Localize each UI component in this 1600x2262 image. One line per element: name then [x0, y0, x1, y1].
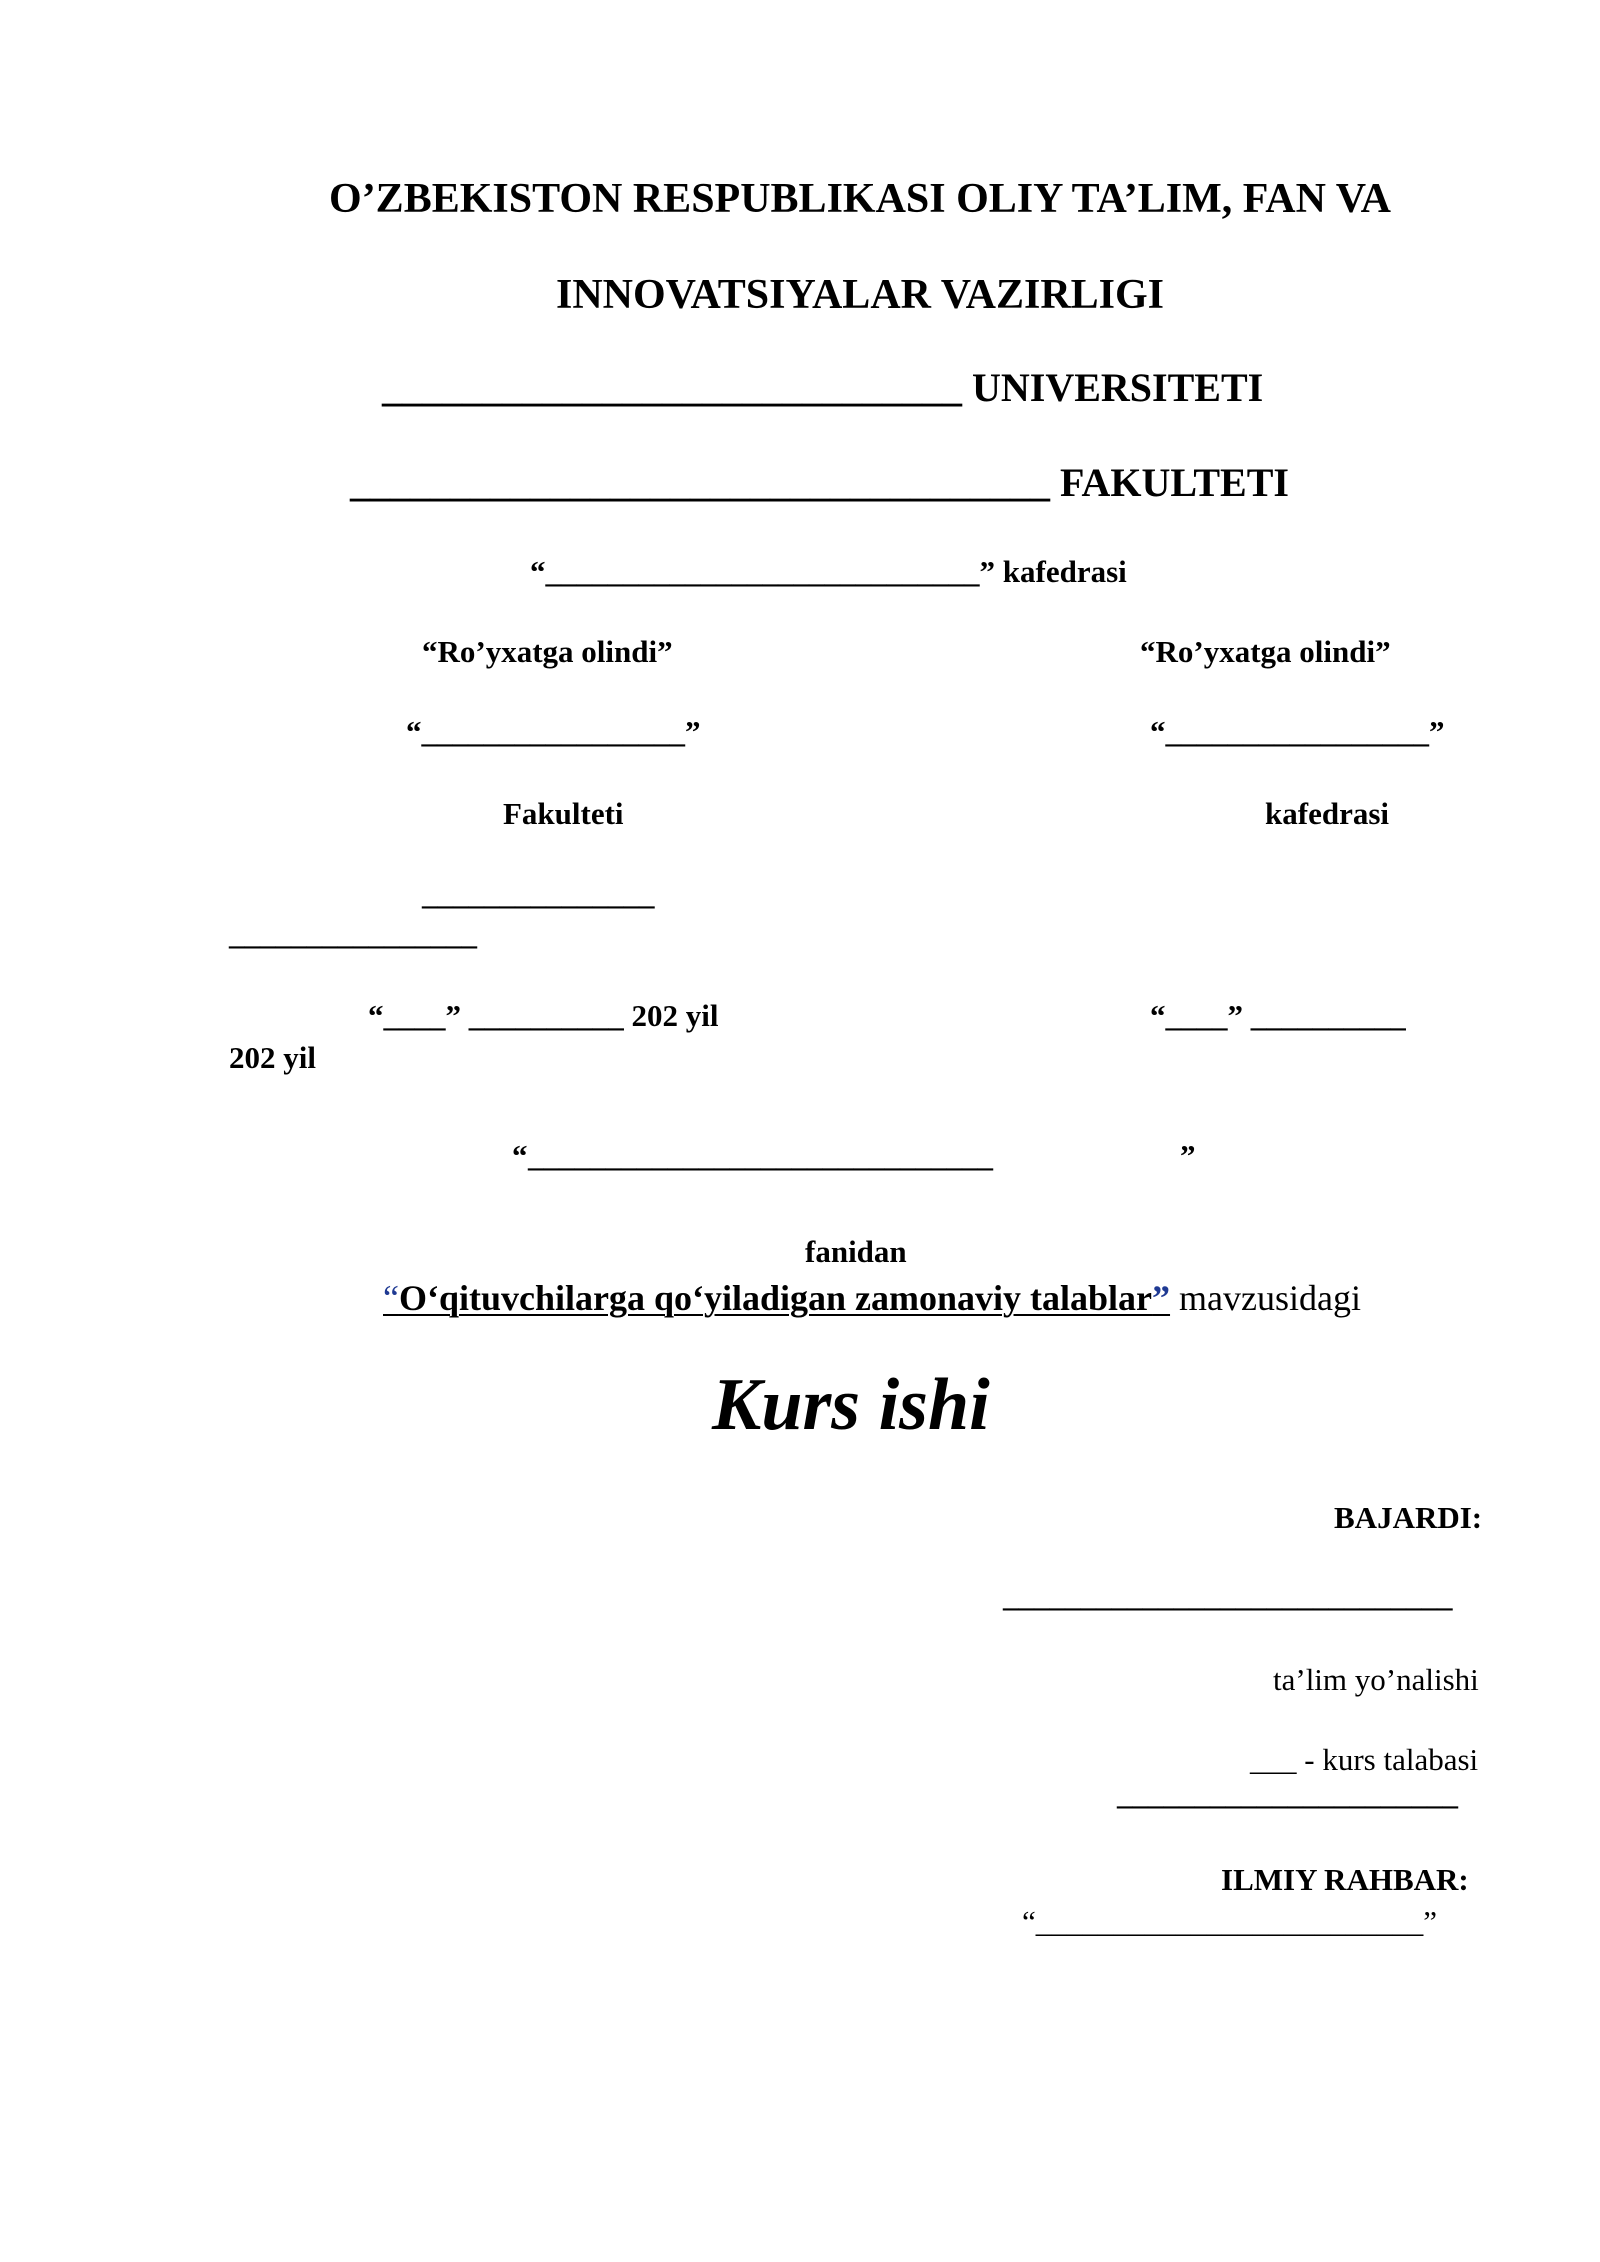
faculty-line: ___________________________________ FAKULTETI [350, 460, 1289, 505]
supervisor-name-blank: “_________________________” [1022, 1904, 1438, 1939]
registration-right-title: “Ro’yxatga olindi” [1140, 634, 1391, 669]
topic-title: O‘qituvchilarga qo‘yiladigan zamonaviy talablar [398, 1278, 1153, 1318]
registration-left-sign-blank: _______________ [422, 876, 655, 911]
performer-label: BAJARDI: [1334, 1500, 1483, 1535]
performer-course: ___ - kurs talabasi [1250, 1742, 1479, 1777]
registration-left-unit: Fakulteti [503, 796, 624, 831]
topic-line [383, 1280, 1361, 1316]
subject-blank: ______________________________ [528, 1138, 993, 1173]
registration-right-date-year: 202 yil [229, 1040, 316, 1075]
registration-right-quote-blank: “_________________” [1150, 714, 1445, 749]
registration-left-quote-blank: “_________________” [406, 714, 701, 749]
ministry-heading-line-2: INNOVATSIYALAR VAZIRLIGI [555, 272, 1165, 318]
registration-right-date: “____” __________ [1150, 998, 1406, 1033]
subject-quote-close: ” [1180, 1138, 1196, 1173]
performer-group-blank: ______________________ [1117, 1776, 1458, 1811]
ministry-heading-line-1: O’ZBEKISTON RESPUBLIKASI OLIY TA’LIM, FAN VA [329, 176, 1391, 222]
supervisor-label: ILMIY RAHBAR: [1221, 1862, 1469, 1897]
department-line: “____________________________” kafedrasi [530, 554, 1127, 589]
registration-left-title: “Ro’yxatga olindi” [422, 634, 673, 669]
performer-name-blank: _____________________________ [1003, 1578, 1453, 1613]
work-title: Kurs ishi [712, 1364, 990, 1446]
fanidan-label: fanidan [805, 1234, 907, 1269]
university-line: _____________________________ UNIVERSITETI [382, 365, 1264, 410]
topic-open-quote: “ [383, 1278, 399, 1318]
registration-right-sign-blank: ________________ [229, 916, 477, 951]
performer-direction: ta’lim yo’nalishi [1273, 1662, 1479, 1697]
subject-quote-open: “ [512, 1138, 528, 1173]
registration-right-unit: kafedrasi [1265, 796, 1389, 831]
topic-suffix: mavzusidagi [1170, 1278, 1361, 1318]
topic-close-quote: ” [1152, 1278, 1171, 1318]
registration-left-date: “____” __________ 202 yil [368, 998, 719, 1033]
